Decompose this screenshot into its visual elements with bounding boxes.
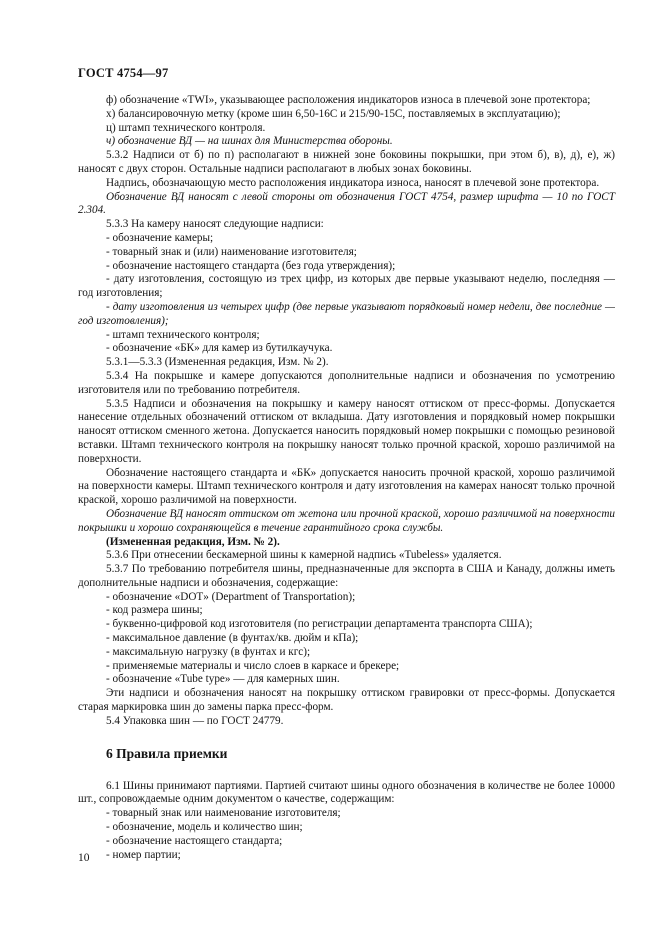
paragraph: 5.3.6 При отнесении бескамерной шины к камерной надпись «Tubeless» удаляется. [106, 549, 502, 562]
paragraph: - обозначение камеры; [106, 231, 214, 244]
paragraph: - обозначение «DOT» (Department of Transportation); [106, 590, 356, 603]
paragraph: - номер партии; [106, 848, 181, 861]
paragraph: - обозначение «БК» для камер из бутилкаучука. [106, 342, 333, 355]
paragraph: - максимальную нагрузку (в фунтах и кгс); [106, 645, 311, 658]
paragraph: ф) обозначение «TWI», указывающее расположения индикаторов износа в плечевой зоне протектора; [106, 94, 591, 106]
paragraph: - дату изготовления, состоящую из трех цифр, из которых две первые указывают неделю, последняя — год изготовления; [78, 273, 615, 300]
paragraph: х) балансировочную метку (кроме шин 6,50-16C и 215/90-15C, поставляемых в эксплуатацию); [106, 107, 561, 120]
paragraph: 5.3.2 Надписи от б) по п) располагают в нижней зоне боковины покрышки, при этом б), в), д), е), ж) наносят с двух сторон. Остальные надписи располагают в любых зонах боковины. [78, 149, 615, 175]
paragraph: 6.1 Шины принимают партиями. Партией считают шины одного обозначения в количестве не более 10000 шт., сопровождаемые одним документом о качестве, содержащим: [78, 779, 615, 806]
paragraph: - обозначение «Tube type» — для камерных шин. [106, 673, 340, 686]
paragraph: - товарный знак или наименование изготовителя; [106, 807, 341, 820]
page-number: 10 [78, 852, 90, 864]
paragraph: 5.4 Упаковка шин — по ГОСТ 24779. [106, 714, 284, 727]
paragraph: Обозначение настоящего стандарта и «БК» допускается наносить прочной краской, хорошо различимой на поверхности камеры. Штамп технического контроля и дату изготовления на камерах наносят только прочной краской, хорошо различимой на поверхности. [78, 466, 615, 507]
paragraph: ч) обозначение ВД — на шинах для Министерства обороны. [106, 135, 393, 148]
paragraph: - обозначение настоящего стандарта (без года утверждения); [106, 259, 396, 272]
paragraph: 5.3.3 На камеру наносят следующие надписи: [106, 218, 324, 231]
paragraph: 5.3.1—5.3.3 (Измененная редакция, Изм. № 2). [106, 356, 329, 369]
paragraph: - буквенно-цифровой код изготовителя (по регистрации департамента транспорта США); [106, 618, 533, 631]
paragraph: ц) штамп технического контроля. [106, 121, 266, 134]
document-header: ГОСТ 4754—97 [78, 66, 169, 80]
paragraph: - обозначение, модель и количество шин; [106, 821, 303, 834]
paragraph: - применяемые материалы и число слоев в каркасе и брекере; [106, 659, 400, 672]
paragraph: - штамп технического контроля; [106, 328, 260, 341]
paragraph: Обозначение ВД наносят с левой стороны от обозначения ГОСТ 4754, размер шрифта — 10 по ГОСТ 2.304. [78, 190, 615, 217]
paragraph: (Измененная редакция, Изм. № 2). [106, 535, 280, 548]
paragraph: 5.3.7 По требованию потребителя шины, предназначенные для экспорта в США и Канаду, должны иметь дополнительные надписи и обозначения, содержащие: [78, 563, 615, 589]
paragraph: 5.3.5 Надписи и обозначения на покрышку и камеру наносят оттиском от пресс-формы. Допускается нанесение отдельных обозначений оттиском от вкладыша. Дату изготовления и порядковый номер покрышки наносят оттиском сменного жетона. Допускается наносить порядковый номер покрышки с помощью резиновой вставки. Штамп технического контроля на покрышку наносят только прочной краской, хорошо различимой на поверхности. [78, 397, 615, 465]
paragraph: - обозначение настоящего стандарта; [106, 834, 283, 847]
paragraph: - дату изготовления из четырех цифр (две первые указывают порядковый номер недели, две последние — год изготовления); [78, 300, 615, 327]
section-heading: 6 Правила приемки [106, 745, 228, 761]
paragraph: - код размера шины; [106, 604, 203, 617]
paragraph: 5.3.4 На покрышке и камере допускаются дополнительные надписи и обозначения по усмотрению изготовителя или по требованию потребителя. [78, 369, 615, 396]
paragraph: Эти надписи и обозначения наносят на покрышку оттиском гравировки от пресс-формы. Допускается старая маркировка шин до замены парка пресс-форм. [78, 687, 615, 714]
paragraph: Надпись, обозначающую место расположения индикатора износа, наносят в плечевой зоне протектора. [106, 176, 600, 189]
paragraph: Обозначение ВД наносят оттиском от жетона или прочной краской, хорошо различимой на поверхности покрышки и хорошо сохраняющейся в течение гарантийного срока службы. [78, 507, 615, 534]
paragraph: - товарный знак и (или) наименование изготовителя; [106, 245, 357, 258]
paragraph: - максимальное давление (в фунтах/кв. дюйм и кПа); [106, 632, 359, 645]
document-body [78, 94, 615, 862]
